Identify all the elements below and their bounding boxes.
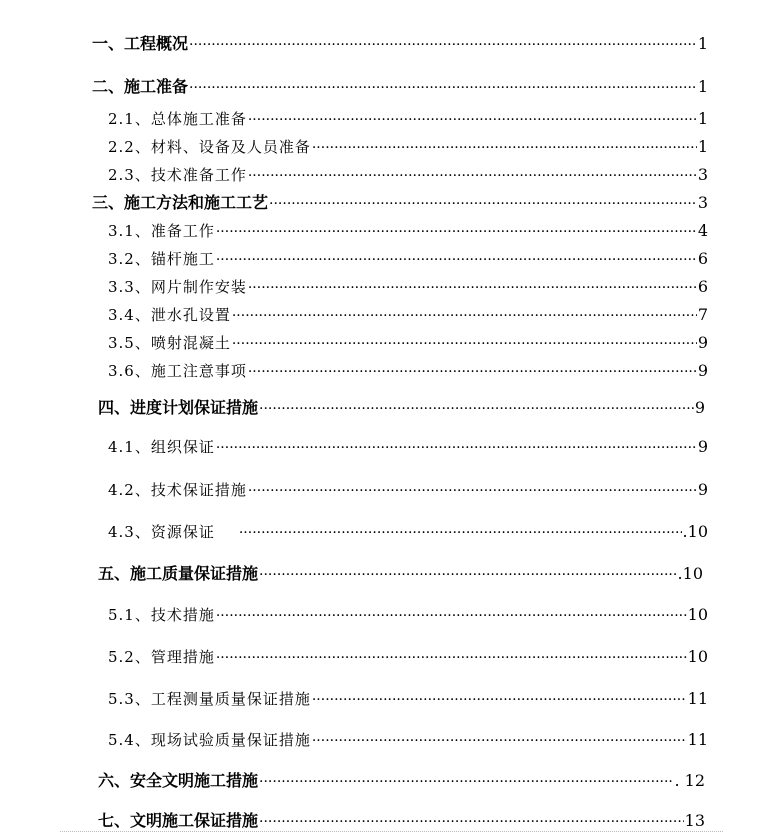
dot-leader xyxy=(248,164,697,188)
dot-leader xyxy=(248,276,697,300)
toc-entry-title: 5.3、工程测量质量保证措施 xyxy=(108,690,311,708)
dot-leader xyxy=(216,604,687,628)
toc-entry-title: 2.1、总体施工准备 xyxy=(108,110,247,128)
toc-entry-title: 4.3、资源保证 xyxy=(108,523,215,541)
toc-entry-page: 9 xyxy=(694,398,705,417)
toc-entry[interactable] xyxy=(108,247,708,271)
toc-entry[interactable] xyxy=(98,809,705,833)
toc-entry-title: 四、进度计划保证措施 xyxy=(98,398,259,417)
dot-leader xyxy=(269,192,697,216)
toc-entry-page: .10 xyxy=(682,522,708,541)
dot-leader xyxy=(248,108,697,132)
toc-entry-title: 一、工程概况 xyxy=(92,34,189,53)
toc-entry-title: 5.2、管理措施 xyxy=(108,648,215,666)
toc-entry-page: 9 xyxy=(697,361,708,380)
toc-entry-title: 2.2、材料、设备及人员准备 xyxy=(108,138,311,156)
toc-entry[interactable] xyxy=(108,520,708,544)
dot-leader xyxy=(259,397,694,421)
toc-entry-page: 13 xyxy=(684,811,705,830)
toc-entry[interactable] xyxy=(108,163,708,187)
toc-entry-title: 4.1、组织保证 xyxy=(108,438,215,456)
toc-entry[interactable] xyxy=(92,191,708,215)
toc-entry[interactable] xyxy=(108,478,708,502)
dot-leader xyxy=(312,729,687,753)
toc-entry-page: 9 xyxy=(697,333,708,352)
toc-entry-page: 11 xyxy=(687,730,708,749)
toc-entry[interactable] xyxy=(98,769,705,793)
toc-entry-title: 七、文明施工保证措施 xyxy=(98,811,259,830)
toc-entry[interactable] xyxy=(108,687,708,711)
toc-entry-title: 3.5、喷射混凝土 xyxy=(108,334,231,352)
toc-entry-page: 3 xyxy=(697,165,708,184)
dot-leader xyxy=(189,33,697,57)
toc-entry[interactable] xyxy=(92,32,708,56)
toc-entry-page: 1 xyxy=(697,77,708,96)
dot-leader xyxy=(239,521,682,545)
toc-entry[interactable] xyxy=(98,562,703,586)
toc-entry-page: 1 xyxy=(697,34,708,53)
toc-entry-page: 9 xyxy=(697,480,708,499)
dot-leader xyxy=(216,220,697,244)
toc-entry-page: 3 xyxy=(697,193,708,212)
toc-entry[interactable] xyxy=(108,435,708,459)
toc-entry[interactable] xyxy=(108,303,708,327)
dot-leader xyxy=(312,136,697,160)
dot-leader xyxy=(216,248,697,272)
toc-entry-page: 4 xyxy=(697,221,708,240)
dot-leader xyxy=(216,436,697,460)
toc-entry-page: 11 xyxy=(687,689,708,708)
dot-leader xyxy=(248,360,697,384)
toc-entry-page: 9 xyxy=(697,437,708,456)
toc-entry[interactable] xyxy=(98,396,705,420)
toc-entry[interactable] xyxy=(108,135,708,159)
toc-entry-title: 二、施工准备 xyxy=(92,77,189,96)
toc-entry[interactable] xyxy=(108,359,708,383)
toc-entry-page: 7 xyxy=(697,305,708,324)
dot-leader xyxy=(312,688,687,712)
toc-entry-title: 三、施工方法和施工工艺 xyxy=(92,193,269,212)
toc-entry-page: 1 xyxy=(697,137,708,156)
dot-leader xyxy=(259,563,677,587)
toc-entry[interactable] xyxy=(108,107,708,131)
toc-entry[interactable] xyxy=(108,275,708,299)
toc-entry-page: .10 xyxy=(677,564,703,583)
dot-leader xyxy=(189,76,697,100)
toc-entry-title: 2.3、技术准备工作 xyxy=(108,166,247,184)
toc-entry-title: 五、施工质量保证措施 xyxy=(98,564,259,583)
toc-entry[interactable] xyxy=(108,645,708,669)
toc-entry-title: 4.2、技术保证措施 xyxy=(108,481,247,499)
toc-entry-title: 5.4、现场试验质量保证措施 xyxy=(108,731,311,749)
toc-entry-title: 3.1、准备工作 xyxy=(108,222,215,240)
toc-entry[interactable] xyxy=(108,331,708,355)
dot-leader xyxy=(232,332,697,356)
dot-leader xyxy=(259,770,673,794)
toc-entry-title: 3.2、锚杆施工 xyxy=(108,250,215,268)
toc-entry-title: 3.3、网片制作安装 xyxy=(108,278,247,296)
toc-entry-title: 3.4、泄水孔设置 xyxy=(108,306,231,324)
toc-entry-title: 六、安全文明施工措施 xyxy=(98,771,259,790)
dot-leader xyxy=(248,479,697,503)
toc-entry[interactable] xyxy=(92,75,708,99)
toc-entry[interactable] xyxy=(108,728,708,752)
toc-entry[interactable] xyxy=(108,219,708,243)
toc-entry-page: 10 xyxy=(687,605,708,624)
toc-entry-page: 10 xyxy=(687,647,708,666)
dot-leader xyxy=(216,646,687,670)
dot-leader xyxy=(232,304,697,328)
toc-entry-title: 5.1、技术措施 xyxy=(108,606,215,624)
toc-entry-title: 3.6、施工注意事项 xyxy=(108,362,247,380)
toc-entry-page: . 12 xyxy=(674,771,705,790)
toc-entry-page: 1 xyxy=(697,109,708,128)
toc-entry-page: 6 xyxy=(697,249,708,268)
toc-entry-page: 6 xyxy=(697,277,708,296)
toc-entry[interactable] xyxy=(108,603,708,627)
